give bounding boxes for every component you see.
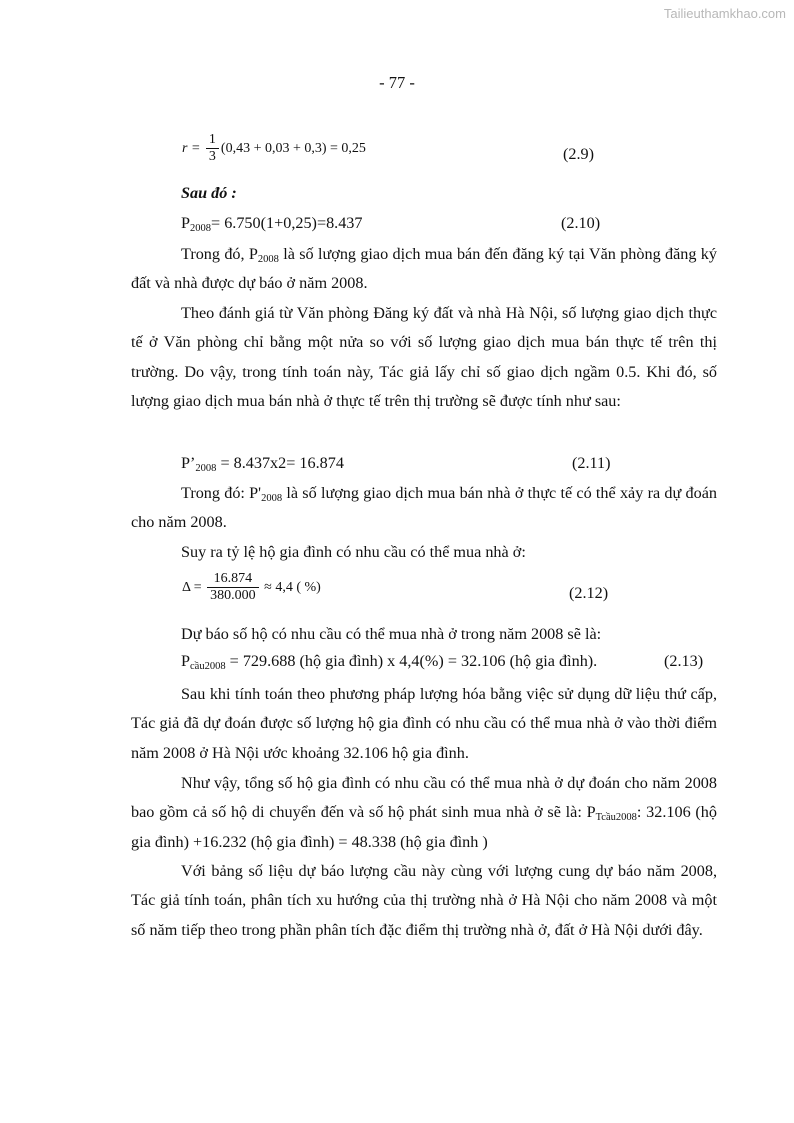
- equation-2-10: [181, 214, 363, 233]
- equation-2-13: [181, 652, 597, 671]
- para3-text-b: là số lượng giao dịch mua bán nhà ở thực tế có thể xảy ra dự đoán cho năm 2008.: [131, 484, 717, 532]
- eq-2-13-subscript: cầu2008: [190, 661, 226, 672]
- para1-text-a: Trong đó, P: [181, 245, 258, 263]
- equation-2-10-label: (2.10): [561, 214, 601, 232]
- paragraph-household-ratio: Suy ra tỷ lệ hộ gia đình có nhu cầu có thể mua nhà ở:: [181, 543, 526, 561]
- para3-subscript: 2008: [261, 493, 283, 504]
- paragraph-office-assessment: Theo đánh giá từ Văn phòng Đăng ký đất và nhà Hà Nội, số lượng giao dịch thực tế ở Văn phòng chỉ bằng một nửa so với số lượng giao dịch mua bán thực tế trên thị trường. Do vậy, trong tính toán này, Tác giả lấy chỉ số giao dịch ngầm 0.5. Khi đó, số lượng giao dịch mua bán nhà ở thực tế trên thị trường sẽ được tính như sau:: [131, 304, 717, 411]
- eq-2-11-expression: = 8.437x2= 16.874: [216, 454, 344, 472]
- eq-2-9-denominator: 3: [208, 149, 216, 165]
- eq-2-12-fraction: [207, 571, 259, 604]
- paragraph-definition-p-prime: [131, 479, 717, 538]
- para3-text-a: Trong đó: P': [181, 484, 262, 502]
- para1-text-b: là số lượng giao dịch mua bán đến đăng ký tại Văn phòng đăng ký đất và nhà được dự báo ở năm 2008.: [131, 245, 717, 293]
- eq-2-12-denominator: 380.000: [210, 588, 256, 604]
- equation-2-11-label: (2.11): [572, 454, 611, 472]
- eq-2-12-lhs: Δ =: [182, 579, 202, 595]
- heading-then: Sau đó :: [181, 184, 237, 202]
- paragraph-total-demand: [131, 769, 717, 857]
- page-number: - 77 -: [379, 73, 415, 92]
- eq-2-13-expression: = 729.688 (hộ gia đình) x 4,4(%) = 32.106 (hộ gia đình).: [225, 652, 598, 670]
- para7-text-b: : 32.106 (hộ gia đình) +16.232 (hộ gia đình) = 48.338 (hộ gia đình ): [131, 803, 717, 851]
- equation-2-11: [181, 454, 344, 473]
- paragraph-quantification-result: Sau khi tính toán theo phương pháp lượng hóa bằng việc sử dụng dữ liệu thứ cấp, Tác giả đã dự đoán được số lượng hộ gia đình có nhu cầu có thể mua nhà ở vào thời điểm năm 2008 ở Hà Nội ước khoảng 32.106 hộ gia đình.: [131, 685, 717, 762]
- eq-2-10-subscript: 2008: [190, 223, 212, 234]
- para7-subscript: Tcầu2008: [595, 812, 637, 824]
- paragraph-definition-p2008: [131, 240, 717, 299]
- equation-2-9-label: (2.9): [563, 145, 595, 163]
- equation-2-12: [182, 571, 321, 604]
- paragraph-forecast-households: Dự báo số hộ có nhu cầu có thể mua nhà ở trong năm 2008 sẽ là:: [181, 625, 602, 643]
- eq-2-10-expression: = 6.750(1+0,25)=8.437: [211, 214, 363, 232]
- eq-2-9-fraction: [206, 132, 219, 165]
- eq-2-13-symbol: P: [181, 652, 191, 670]
- para7-text-a: Như vậy, tổng số hộ gia đình có nhu cầu có thể mua nhà ở dự đoán cho năm 2008 bao gồm cả số hộ di chuyển đến và số hộ phát sinh mua nhà ở sẽ là: P: [131, 774, 717, 822]
- eq-2-12-numerator: 16.874: [207, 571, 259, 588]
- equation-2-9: [182, 132, 366, 165]
- watermark-text: Tailieuthamkhao.com: [663, 6, 786, 21]
- equation-2-12-label: (2.12): [569, 584, 609, 602]
- eq-2-9-numerator: 1: [206, 132, 219, 149]
- paragraph-market-trend: Với bảng số liệu dự báo lượng cầu này cùng với lượng cung dự báo năm 2008, Tác giả tính toán, phân tích xu hướng của thị trường nhà ở Hà Nội cho năm 2008 và một số năm tiếp theo trong phần phân tích đặc điểm thị trường nhà ở, đất ở Hà Nội dưới đây.: [131, 862, 717, 939]
- para1-subscript: 2008: [257, 254, 279, 265]
- eq-2-9-lhs: r =: [182, 140, 201, 156]
- eq-2-10-symbol: P: [181, 214, 191, 232]
- eq-2-11-symbol: P’: [181, 454, 196, 472]
- eq-2-9-rhs: (0,43 + 0,03 + 0,3) = 0,25: [220, 140, 366, 156]
- eq-2-12-rhs: ≈ 4,4 ( %): [264, 579, 321, 595]
- eq-2-11-subscript: 2008: [195, 463, 217, 474]
- equation-2-13-label: (2.13): [664, 652, 704, 670]
